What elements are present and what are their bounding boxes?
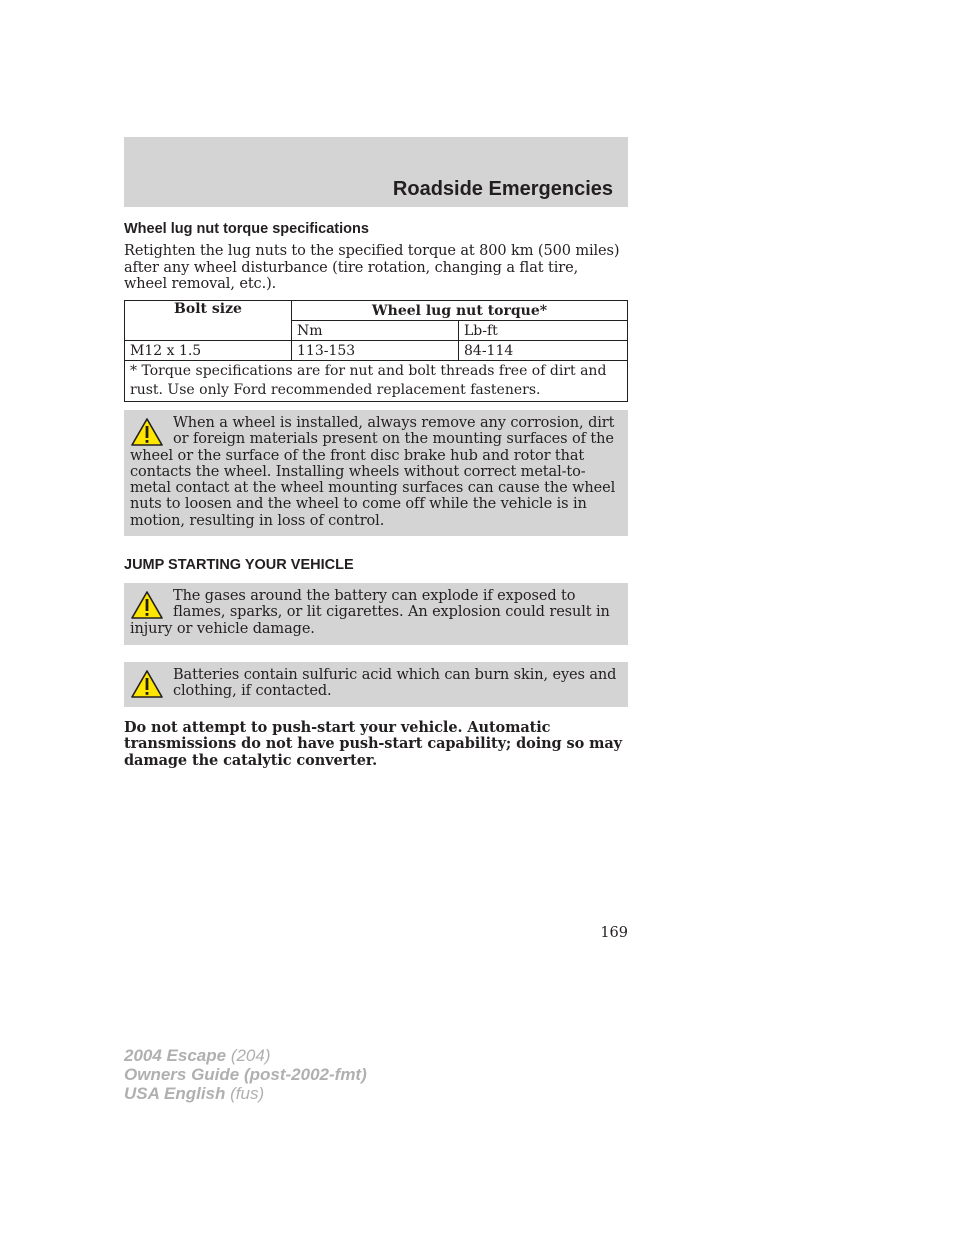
footer-guide: Owners Guide (post-2002-fmt) bbox=[124, 1065, 367, 1084]
table-footnote-row bbox=[125, 361, 628, 402]
battery-gas-warning-text: The gases around the battery can explode if exposed to flames, sparks, or lit cigarettes. An explosion could result in injury or vehicle damage. bbox=[130, 588, 610, 637]
torque-table bbox=[124, 300, 628, 402]
torque-header: Wheel lug nut torque* bbox=[292, 301, 628, 321]
warning-triangle-icon bbox=[130, 590, 164, 620]
warning-triangle-icon bbox=[130, 669, 164, 699]
wheel-warning-box bbox=[124, 410, 628, 536]
bolt-size-value: M12 x 1.5 bbox=[125, 341, 292, 361]
warning-triangle-icon bbox=[130, 417, 164, 447]
lbft-value: 84-114 bbox=[459, 341, 628, 361]
table-header-row bbox=[125, 301, 628, 321]
footer-line-2 bbox=[124, 1065, 367, 1084]
battery-gas-warning-box bbox=[124, 583, 628, 645]
wheel-warning-text: When a wheel is installed, always remove any corrosion, dirt or foreign materials present on the mounting surfaces of the wheel or the surface of the front disc brake hub and rotor that contacts the wheel. Installing wheels without correct metal-to-metal contact at the wheel mounting surfaces can cause the wheel nuts to loosen and the wheel to come off while the vehicle is in motion, resulting in loss of control. bbox=[130, 415, 616, 529]
section-title: Roadside Emergencies bbox=[392, 178, 613, 200]
section-header-band bbox=[124, 137, 628, 207]
jump-start-heading: JUMP STARTING YOUR VEHICLE bbox=[124, 557, 354, 573]
lug-nut-heading: Wheel lug nut torque specifications bbox=[124, 221, 369, 237]
unit-nm: Nm bbox=[292, 321, 459, 341]
table-footnote: * Torque specifications are for nut and bolt threads free of dirt and rust. Use only Ford recommended replacement fasteners. bbox=[125, 361, 628, 402]
nm-value: 113-153 bbox=[292, 341, 459, 361]
bolt-size-header: Bolt size bbox=[125, 301, 292, 341]
battery-acid-warning-box bbox=[124, 662, 628, 707]
push-start-note: Do not attempt to push-start your vehicle. Automatic transmissions do not have push-start capability; doing so may damage the catalytic converter. bbox=[124, 719, 622, 769]
lug-nut-intro: Retighten the lug nuts to the specified torque at 800 km (500 miles) after any wheel disturbance (tire rotation, changing a flat tire, wheel removal, etc.). bbox=[124, 243, 620, 292]
document-footer bbox=[124, 1046, 367, 1103]
unit-lbft: Lb-ft bbox=[459, 321, 628, 341]
table-row bbox=[125, 341, 628, 361]
footer-line-1 bbox=[124, 1046, 367, 1065]
footer-model: 2004 Escape bbox=[124, 1046, 227, 1065]
footer-line-3 bbox=[124, 1084, 367, 1103]
footer-language-code: (fus) bbox=[225, 1084, 265, 1103]
footer-model-code: (204) bbox=[226, 1046, 271, 1065]
footer-language: USA English bbox=[124, 1084, 226, 1103]
page-number: 169 bbox=[600, 925, 628, 941]
battery-acid-warning-text: Batteries contain sulfuric acid which can burn skin, eyes and clothing, if contacted. bbox=[173, 667, 617, 700]
